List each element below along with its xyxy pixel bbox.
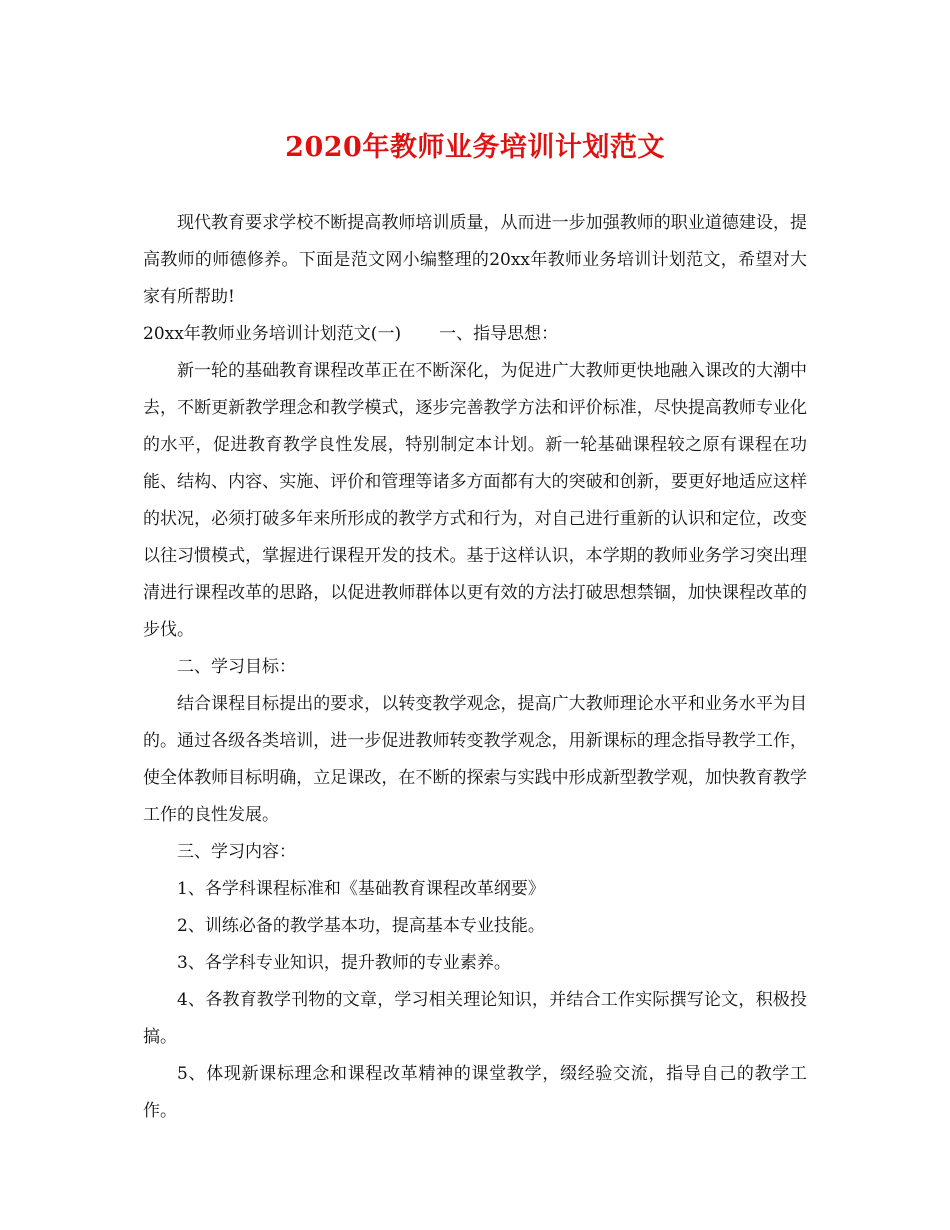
section1-paragraph: 新一轮的基础教育课程改革正在不断深化，为促进广大教师更快地融入课改的大潮中去，不断更新教学理念和教学模式，逐步完善教学方法和评价标准，尽快提高教师专业化的水平，促进教育教学良性发展，特别制定本计划。新一轮基础课程较之原有课程在功能、结构、内容、实施、评价和管理等诸多方面都有大的突破和创新，要更好地适应这样的状况，必须打破多年来所形成的教学方式和行为，对自己进行重新的认识和定位，改变以往习惯模式，掌握进行课程开发的技术。基于这样认识，本学期的教师业务学习突出理清进行课程改革的思路，以促进教师群体以更有效的方法打破思想禁锢，加快课程改革的步伐。	[143, 361, 807, 640]
list-item: 2、训练必备的教学基本功，提高基本专业技能。	[177, 916, 545, 936]
section3-heading: 三、学习内容：	[177, 842, 296, 862]
sample-title-line	[143, 316, 807, 353]
list-item: 4、各教育教学刊物的文章，学习相关理论知识，并结合工作实际撰写论文，积极投搞。	[143, 990, 807, 1047]
section2-paragraph: 结合课程目标提出的要求，以转变教学观念，提高广大教师理论水平和业务水平为目的。通过各级各类培训，进一步促进教师转变教学观念，用新课标的理念指导教学工作，使全体教师目标明确，立足课改，在不断的探索与实践中形成新型教学观，加快教育教学工作的良性发展。	[143, 694, 807, 825]
sample-title: 20xx年教师业务培训计划范文(一)	[143, 324, 402, 344]
document-title: 2020年教师业务培训计划范文	[285, 132, 665, 163]
list-item: 1、各学科课程标准和《基础教育课程改革纲要》	[177, 879, 545, 899]
intro-paragraph: 现代教育要求学校不断提高教师培训质量，从而进一步加强教师的职业道德建设，提高教师的师德修养。下面是范文网小编整理的20xx年教师业务培训计划范文，希望对大家有所帮助!	[143, 213, 807, 307]
section2-heading: 二、学习目标：	[177, 657, 296, 677]
section1-heading: 一、指导思想：	[439, 324, 559, 344]
list-item: 3、各学科专业知识，提升教师的专业素养。	[177, 953, 511, 973]
list-item: 5、体现新课标理念和课程改革精神的课堂教学，缀经验交流，指导自己的教学工作。	[143, 1064, 807, 1121]
document-body	[143, 205, 807, 1130]
